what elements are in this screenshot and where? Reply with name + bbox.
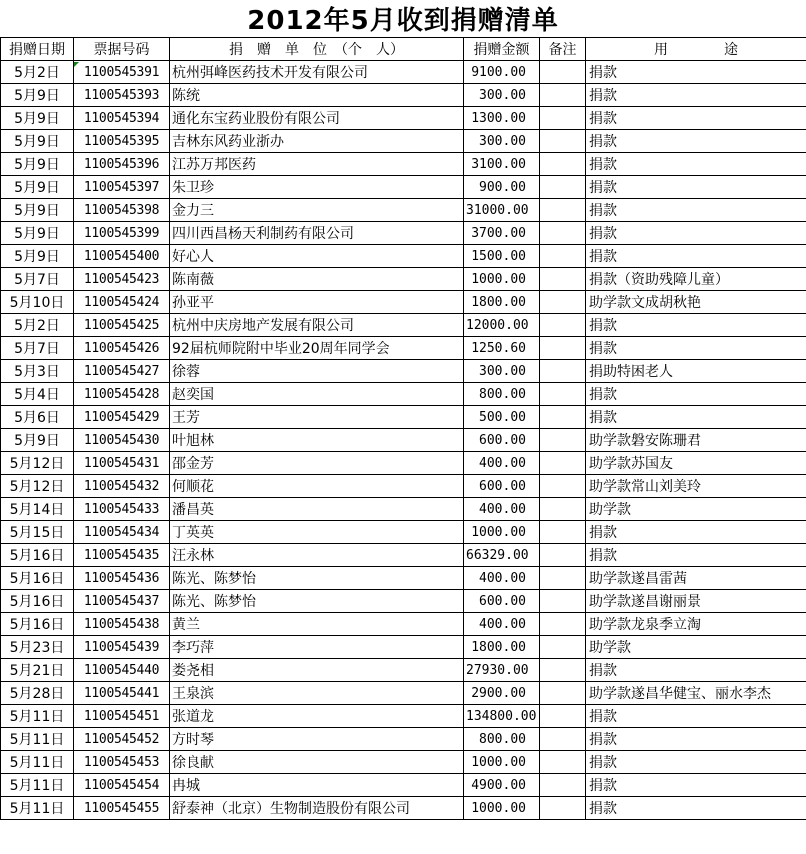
- cell-amount[interactable]: 600.00: [464, 429, 540, 452]
- cell-amount[interactable]: 31000.00: [464, 199, 540, 222]
- cell-date[interactable]: 5月10日: [1, 291, 74, 314]
- cell-date[interactable]: 5月28日: [1, 682, 74, 705]
- cell-ticket-number[interactable]: 1100545438: [74, 613, 170, 636]
- cell-donor[interactable]: 丁英英: [170, 521, 464, 544]
- cell-purpose[interactable]: 捐款: [586, 521, 806, 544]
- cell-donor[interactable]: 汪永林: [170, 544, 464, 567]
- table-row: [1, 130, 806, 153]
- cell-donor[interactable]: 杭州弭峰医药技术开发有限公司: [170, 61, 464, 84]
- cell-purpose[interactable]: 捐款: [586, 751, 806, 774]
- donation-table: [0, 37, 806, 820]
- page-title: 2012年5月收到捐赠清单: [0, 0, 806, 38]
- cell-amount[interactable]: 9100.00: [464, 61, 540, 84]
- cell-purpose[interactable]: 捐款: [586, 130, 806, 153]
- cell-ticket-number[interactable]: 1100545425: [74, 314, 170, 337]
- cell-purpose[interactable]: 捐款: [586, 774, 806, 797]
- cell-purpose[interactable]: 捐款: [586, 383, 806, 406]
- cell-amount[interactable]: 500.00: [464, 406, 540, 429]
- cell-date[interactable]: 5月4日: [1, 383, 74, 406]
- cell-amount[interactable]: 134800.00: [464, 705, 540, 728]
- cell-remark[interactable]: [540, 751, 586, 774]
- cell-ticket-number[interactable]: 1100545430: [74, 429, 170, 452]
- table-row: [1, 452, 806, 475]
- table-row: [1, 728, 806, 751]
- header-amount[interactable]: 捐赠金额: [464, 38, 540, 61]
- table-row: [1, 659, 806, 682]
- cell-remark[interactable]: [540, 636, 586, 659]
- cell-remark[interactable]: [540, 245, 586, 268]
- table-row: [1, 406, 806, 429]
- table-row: [1, 682, 806, 705]
- cell-amount[interactable]: 400.00: [464, 567, 540, 590]
- cell-date[interactable]: 5月9日: [1, 222, 74, 245]
- cell-ticket-number[interactable]: 1100545435: [74, 544, 170, 567]
- cell-ticket-number[interactable]: 1100545434: [74, 521, 170, 544]
- cell-ticket-number[interactable]: 1100545393: [74, 84, 170, 107]
- cell-date[interactable]: 5月9日: [1, 107, 74, 130]
- cell-donor[interactable]: 好心人: [170, 245, 464, 268]
- cell-amount[interactable]: 27930.00: [464, 659, 540, 682]
- table-row: [1, 84, 806, 107]
- cell-donor[interactable]: 江苏万邦医药: [170, 153, 464, 176]
- cell-donor[interactable]: 叶旭林: [170, 429, 464, 452]
- cell-ticket-number[interactable]: 1100545400: [74, 245, 170, 268]
- table-row: [1, 429, 806, 452]
- cell-purpose[interactable]: 捐款: [586, 222, 806, 245]
- table-row: [1, 797, 806, 820]
- cell-donor[interactable]: 孙亚平: [170, 291, 464, 314]
- cell-amount[interactable]: 300.00: [464, 84, 540, 107]
- cell-donor[interactable]: 徐蓉: [170, 360, 464, 383]
- cell-donor[interactable]: 方时琴: [170, 728, 464, 751]
- cell-ticket-number[interactable]: 1100545452: [74, 728, 170, 751]
- cell-ticket-number[interactable]: 1100545424: [74, 291, 170, 314]
- cell-remark[interactable]: [540, 176, 586, 199]
- cell-amount[interactable]: 300.00: [464, 130, 540, 153]
- cell-purpose[interactable]: 助学款龙泉季立淘: [586, 613, 806, 636]
- cell-ticket-number[interactable]: 1100545426: [74, 337, 170, 360]
- cell-remark[interactable]: [540, 199, 586, 222]
- cell-amount[interactable]: 1500.00: [464, 245, 540, 268]
- cell-purpose[interactable]: 捐款: [586, 337, 806, 360]
- cell-donor[interactable]: 王泉滨: [170, 682, 464, 705]
- cell-purpose[interactable]: 助学款常山刘美玲: [586, 475, 806, 498]
- cell-date[interactable]: 5月11日: [1, 728, 74, 751]
- cell-purpose[interactable]: 助学款磐安陈珊君: [586, 429, 806, 452]
- cell-date[interactable]: 5月11日: [1, 797, 74, 820]
- cell-purpose[interactable]: 捐款: [586, 61, 806, 84]
- cell-remark[interactable]: [540, 153, 586, 176]
- cell-purpose[interactable]: 助学款: [586, 498, 806, 521]
- cell-ticket-number[interactable]: 1100545432: [74, 475, 170, 498]
- cell-date[interactable]: 5月9日: [1, 429, 74, 452]
- table-row: [1, 567, 806, 590]
- cell-remark[interactable]: [540, 222, 586, 245]
- cell-ticket-number[interactable]: 1100545436: [74, 567, 170, 590]
- cell-purpose[interactable]: 捐款: [586, 176, 806, 199]
- cell-date[interactable]: 5月11日: [1, 774, 74, 797]
- table-row: [1, 268, 806, 291]
- table-row: [1, 521, 806, 544]
- cell-donor[interactable]: 四川西昌杨天利制药有限公司: [170, 222, 464, 245]
- cell-purpose[interactable]: 助学款: [586, 636, 806, 659]
- cell-purpose[interactable]: 捐款: [586, 544, 806, 567]
- header-date[interactable]: 捐赠日期: [1, 38, 74, 61]
- header-ticket[interactable]: 票据号码: [74, 38, 170, 61]
- cell-purpose[interactable]: 捐款: [586, 705, 806, 728]
- cell-remark[interactable]: [540, 774, 586, 797]
- cell-date[interactable]: 5月9日: [1, 84, 74, 107]
- cell-donor[interactable]: 赵奕国: [170, 383, 464, 406]
- cell-donor[interactable]: 黄兰: [170, 613, 464, 636]
- cell-remark[interactable]: [540, 452, 586, 475]
- cell-remark[interactable]: [540, 498, 586, 521]
- cell-remark[interactable]: [540, 521, 586, 544]
- cell-amount[interactable]: 1800.00: [464, 636, 540, 659]
- table-row: [1, 291, 806, 314]
- table-row: [1, 705, 806, 728]
- cell-remark[interactable]: [540, 659, 586, 682]
- cell-remark[interactable]: [540, 383, 586, 406]
- cell-purpose[interactable]: 捐款: [586, 314, 806, 337]
- cell-date[interactable]: 5月12日: [1, 452, 74, 475]
- cell-remark[interactable]: [540, 682, 586, 705]
- table-row: [1, 61, 806, 84]
- table-row: [1, 360, 806, 383]
- cell-date[interactable]: 5月2日: [1, 61, 74, 84]
- table-row: [1, 222, 806, 245]
- table-row: [1, 498, 806, 521]
- cell-date[interactable]: 5月21日: [1, 659, 74, 682]
- cell-remark[interactable]: [540, 314, 586, 337]
- cell-amount[interactable]: 2900.00: [464, 682, 540, 705]
- cell-date[interactable]: 5月16日: [1, 613, 74, 636]
- cell-ticket-number[interactable]: 1100545429: [74, 406, 170, 429]
- table-row: [1, 751, 806, 774]
- header-remark[interactable]: 备注: [540, 38, 586, 61]
- cell-purpose[interactable]: 捐助特困老人: [586, 360, 806, 383]
- cell-ticket-number[interactable]: 1100545451: [74, 705, 170, 728]
- cell-purpose[interactable]: 助学款文成胡秋艳: [586, 291, 806, 314]
- cell-donor[interactable]: 吉林东风药业浙办: [170, 130, 464, 153]
- cell-date[interactable]: 5月16日: [1, 567, 74, 590]
- cell-date[interactable]: 5月7日: [1, 337, 74, 360]
- cell-purpose[interactable]: 助学款苏国友: [586, 452, 806, 475]
- cell-remark[interactable]: [540, 337, 586, 360]
- cell-donor[interactable]: 邵金芳: [170, 452, 464, 475]
- cell-purpose[interactable]: 捐款（资助残障儿童）: [586, 268, 806, 291]
- cell-ticket-number[interactable]: 1100545427: [74, 360, 170, 383]
- cell-donor[interactable]: 陈光、陈梦怡: [170, 567, 464, 590]
- cell-ticket-number[interactable]: 1100545397: [74, 176, 170, 199]
- cell-remark[interactable]: [540, 613, 586, 636]
- cell-donor[interactable]: 张道龙: [170, 705, 464, 728]
- cell-amount[interactable]: 400.00: [464, 452, 540, 475]
- cell-ticket-number[interactable]: 1100545391: [74, 61, 170, 84]
- cell-amount[interactable]: 1000.00: [464, 797, 540, 820]
- cell-purpose[interactable]: 助学款遂昌华健宝、丽水李杰: [586, 682, 806, 705]
- table-row: [1, 590, 806, 613]
- cell-donor[interactable]: 潘昌英: [170, 498, 464, 521]
- cell-date[interactable]: 5月14日: [1, 498, 74, 521]
- table-row: [1, 475, 806, 498]
- cell-amount[interactable]: 3100.00: [464, 153, 540, 176]
- table-row: [1, 383, 806, 406]
- header-purpose[interactable]: 用 途: [586, 38, 806, 61]
- cell-donor[interactable]: 朱卫珍: [170, 176, 464, 199]
- cell-donor[interactable]: 舒泰神（北京）生物制造股份有限公司: [170, 797, 464, 820]
- cell-amount[interactable]: 1800.00: [464, 291, 540, 314]
- table-row: [1, 153, 806, 176]
- cell-donor[interactable]: 何顺花: [170, 475, 464, 498]
- cell-donor[interactable]: 杭州中庆房地产发展有限公司: [170, 314, 464, 337]
- cell-amount[interactable]: 400.00: [464, 613, 540, 636]
- cell-date[interactable]: 5月15日: [1, 521, 74, 544]
- cell-remark[interactable]: [540, 406, 586, 429]
- cell-donor[interactable]: 陈光、陈梦怡: [170, 590, 464, 613]
- table-row: [1, 613, 806, 636]
- cell-remark[interactable]: [540, 728, 586, 751]
- cell-amount[interactable]: 600.00: [464, 590, 540, 613]
- cell-purpose[interactable]: 捐款: [586, 199, 806, 222]
- cell-purpose[interactable]: 捐款: [586, 406, 806, 429]
- cell-amount[interactable]: 800.00: [464, 383, 540, 406]
- cell-purpose[interactable]: 捐款: [586, 797, 806, 820]
- cell-amount[interactable]: 900.00: [464, 176, 540, 199]
- cell-purpose[interactable]: 捐款: [586, 107, 806, 130]
- cell-donor[interactable]: 陈统: [170, 84, 464, 107]
- cell-amount[interactable]: 1000.00: [464, 268, 540, 291]
- table-row: [1, 314, 806, 337]
- cell-purpose[interactable]: 捐款: [586, 84, 806, 107]
- cell-purpose[interactable]: 捐款: [586, 659, 806, 682]
- cell-ticket-number[interactable]: 1100545423: [74, 268, 170, 291]
- cell-date[interactable]: 5月11日: [1, 705, 74, 728]
- cell-remark[interactable]: [540, 61, 586, 84]
- cell-date[interactable]: 5月16日: [1, 590, 74, 613]
- cell-date[interactable]: 5月7日: [1, 268, 74, 291]
- table-header-row: [1, 38, 806, 61]
- cell-purpose[interactable]: 捐款: [586, 728, 806, 751]
- cell-remark[interactable]: [540, 268, 586, 291]
- cell-remark[interactable]: [540, 107, 586, 130]
- table-row: [1, 199, 806, 222]
- table-row: [1, 636, 806, 659]
- cell-purpose[interactable]: 助学款遂昌雷茜: [586, 567, 806, 590]
- cell-donor[interactable]: 陈南薇: [170, 268, 464, 291]
- cell-remark[interactable]: [540, 84, 586, 107]
- table-row: [1, 245, 806, 268]
- cell-ticket-number[interactable]: 1100545437: [74, 590, 170, 613]
- cell-remark[interactable]: [540, 475, 586, 498]
- table-row: [1, 107, 806, 130]
- cell-ticket-number[interactable]: 1100545395: [74, 130, 170, 153]
- cell-donor[interactable]: 冉城: [170, 774, 464, 797]
- cell-amount[interactable]: 800.00: [464, 728, 540, 751]
- cell-ticket-number[interactable]: 1100545440: [74, 659, 170, 682]
- cell-amount[interactable]: 1250.60: [464, 337, 540, 360]
- cell-donor[interactable]: 92届杭师院附中毕业20周年同学会: [170, 337, 464, 360]
- cell-ticket-number[interactable]: 1100545399: [74, 222, 170, 245]
- cell-amount[interactable]: 600.00: [464, 475, 540, 498]
- cell-amount[interactable]: 1300.00: [464, 107, 540, 130]
- table-row: [1, 337, 806, 360]
- cell-amount[interactable]: 400.00: [464, 498, 540, 521]
- cell-date[interactable]: 5月23日: [1, 636, 74, 659]
- cell-amount[interactable]: 4900.00: [464, 774, 540, 797]
- cell-donor[interactable]: 通化东宝药业股份有限公司: [170, 107, 464, 130]
- cell-date[interactable]: 5月11日: [1, 751, 74, 774]
- table-row: [1, 774, 806, 797]
- cell-remark[interactable]: [540, 130, 586, 153]
- cell-amount[interactable]: 1000.00: [464, 521, 540, 544]
- cell-remark[interactable]: [540, 360, 586, 383]
- table-row: [1, 544, 806, 567]
- cell-ticket-number[interactable]: 1100545439: [74, 636, 170, 659]
- cell-donor[interactable]: 金力三: [170, 199, 464, 222]
- cell-amount[interactable]: 12000.00: [464, 314, 540, 337]
- cell-ticket-number[interactable]: 1100545428: [74, 383, 170, 406]
- cell-ticket-number[interactable]: 1100545431: [74, 452, 170, 475]
- cell-date[interactable]: 5月2日: [1, 314, 74, 337]
- cell-amount[interactable]: 66329.00: [464, 544, 540, 567]
- cell-date[interactable]: 5月9日: [1, 245, 74, 268]
- table-row: [1, 176, 806, 199]
- cell-donor[interactable]: 李巧萍: [170, 636, 464, 659]
- cell-date[interactable]: 5月9日: [1, 176, 74, 199]
- cell-amount[interactable]: 1000.00: [464, 751, 540, 774]
- cell-remark[interactable]: [540, 291, 586, 314]
- cell-date[interactable]: 5月3日: [1, 360, 74, 383]
- cell-purpose[interactable]: 捐款: [586, 153, 806, 176]
- cell-purpose[interactable]: 捐款: [586, 245, 806, 268]
- cell-date[interactable]: 5月16日: [1, 544, 74, 567]
- cell-remark[interactable]: [540, 567, 586, 590]
- cell-date[interactable]: 5月6日: [1, 406, 74, 429]
- cell-ticket-number[interactable]: 1100545441: [74, 682, 170, 705]
- cell-amount[interactable]: 3700.00: [464, 222, 540, 245]
- cell-ticket-number[interactable]: 1100545454: [74, 774, 170, 797]
- header-donor[interactable]: 捐 赠 单 位 （个 人）: [170, 38, 464, 61]
- cell-remark[interactable]: [540, 590, 586, 613]
- cell-remark[interactable]: [540, 797, 586, 820]
- cell-date[interactable]: 5月12日: [1, 475, 74, 498]
- cell-ticket-number[interactable]: 1100545455: [74, 797, 170, 820]
- cell-purpose[interactable]: 助学款遂昌谢丽景: [586, 590, 806, 613]
- cell-date[interactable]: 5月9日: [1, 130, 74, 153]
- cell-remark[interactable]: [540, 544, 586, 567]
- cell-ticket-number[interactable]: 1100545433: [74, 498, 170, 521]
- cell-donor[interactable]: 徐良献: [170, 751, 464, 774]
- cell-ticket-number[interactable]: 1100545396: [74, 153, 170, 176]
- cell-ticket-number[interactable]: 1100545453: [74, 751, 170, 774]
- cell-ticket-number[interactable]: 1100545398: [74, 199, 170, 222]
- cell-donor[interactable]: 王芳: [170, 406, 464, 429]
- cell-amount[interactable]: 300.00: [464, 360, 540, 383]
- cell-remark[interactable]: [540, 705, 586, 728]
- cell-remark[interactable]: [540, 429, 586, 452]
- cell-date[interactable]: 5月9日: [1, 153, 74, 176]
- cell-date[interactable]: 5月9日: [1, 199, 74, 222]
- cell-donor[interactable]: 娄尧相: [170, 659, 464, 682]
- cell-ticket-number[interactable]: 1100545394: [74, 107, 170, 130]
